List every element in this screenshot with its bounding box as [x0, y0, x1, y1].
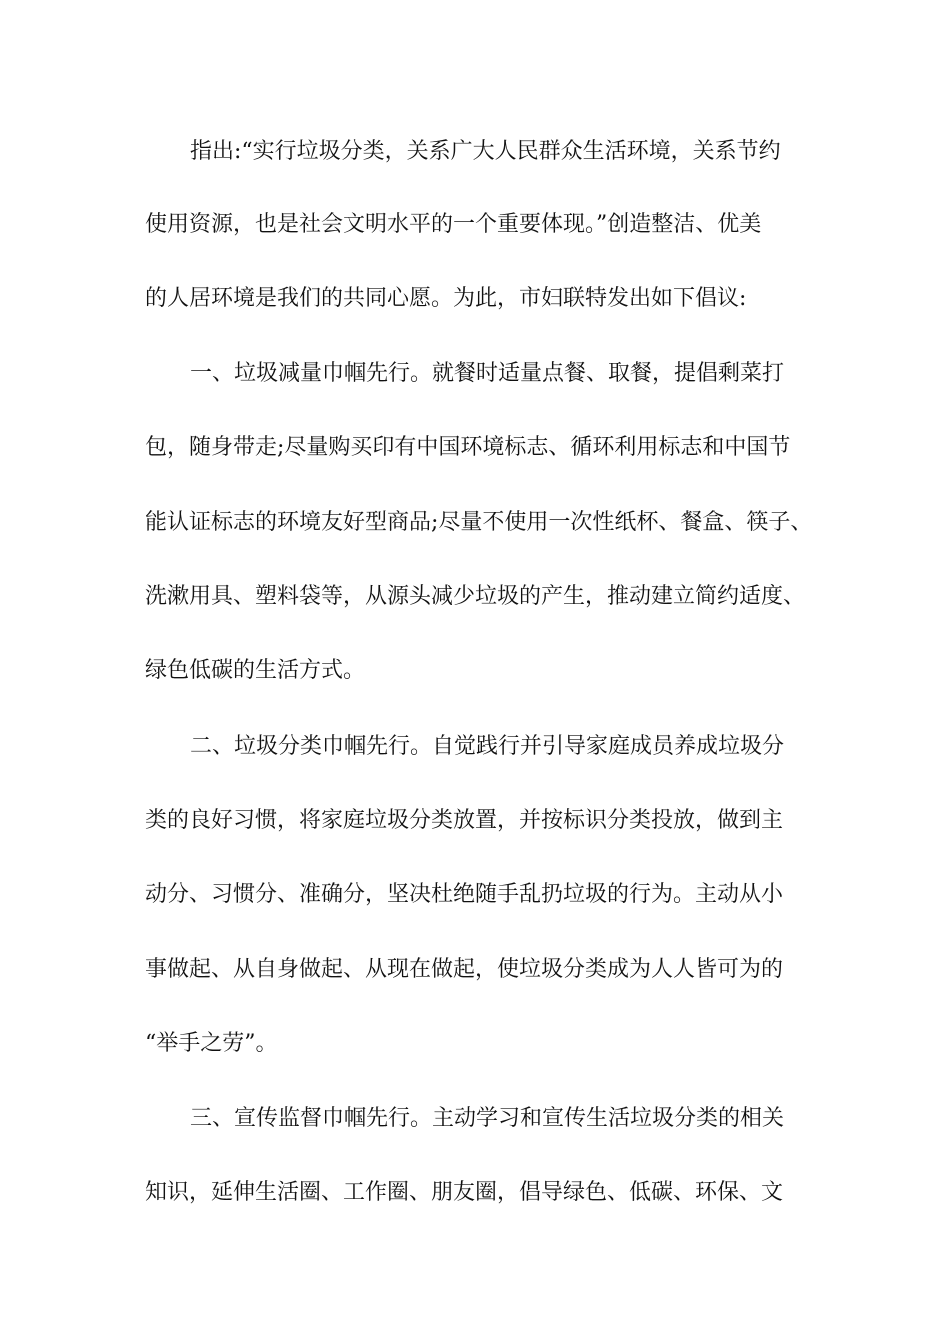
text-line-11: 动分、习惯分、准确分，坚决杜绝随手乱扔垃圾的行为。主动从小	[145, 882, 784, 907]
text-line-5: 包，随身带走;尽量购买印有中国环境标志、循环利用标志和中国节	[145, 435, 791, 460]
text-line-6: 能认证标志的环境友好型商品;尽量不使用一次性纸杯、餐盒、筷子、	[145, 510, 813, 535]
text-line-2: 使用资源，也是社会文明水平的一个重要体现。”创造整洁、优美	[145, 212, 762, 237]
text-line-1: 指出:“实行垃圾分类，关系广大人民群众生活环境，关系节约	[190, 139, 781, 164]
text-line-7: 洗漱用具、塑料袋等，从源头减少垃圾的产生，推动建立简约适度、	[145, 584, 806, 609]
text-line-14: 三、宣传监督巾帼先行。主动学习和宣传生活垃圾分类的相关	[190, 1106, 785, 1131]
text-line-13: “举手之劳”。	[145, 1031, 278, 1056]
text-line-4: 一、垃圾减量巾帼先行。就餐时适量点餐、取餐，提倡剩菜打	[190, 361, 785, 386]
text-line-15: 知识，延伸生活圈、工作圈、朋友圈，倡导绿色、低碳、环保、文	[145, 1180, 784, 1205]
text-line-10: 类的良好习惯，将家庭垃圾分类放置，并按标识分类投放，做到主	[145, 808, 784, 833]
text-line-9: 二、垃圾分类巾帼先行。自觉践行并引导家庭成员养成垃圾分	[190, 734, 785, 759]
text-line-3: 的人居环境是我们的共同心愿。为此，市妇联特发出如下倡议:	[145, 286, 747, 311]
text-line-8: 绿色低碳的生活方式。	[145, 658, 366, 683]
text-line-12: 事做起、从自身做起、从现在做起，使垃圾分类成为人人皆可为的	[145, 957, 784, 982]
